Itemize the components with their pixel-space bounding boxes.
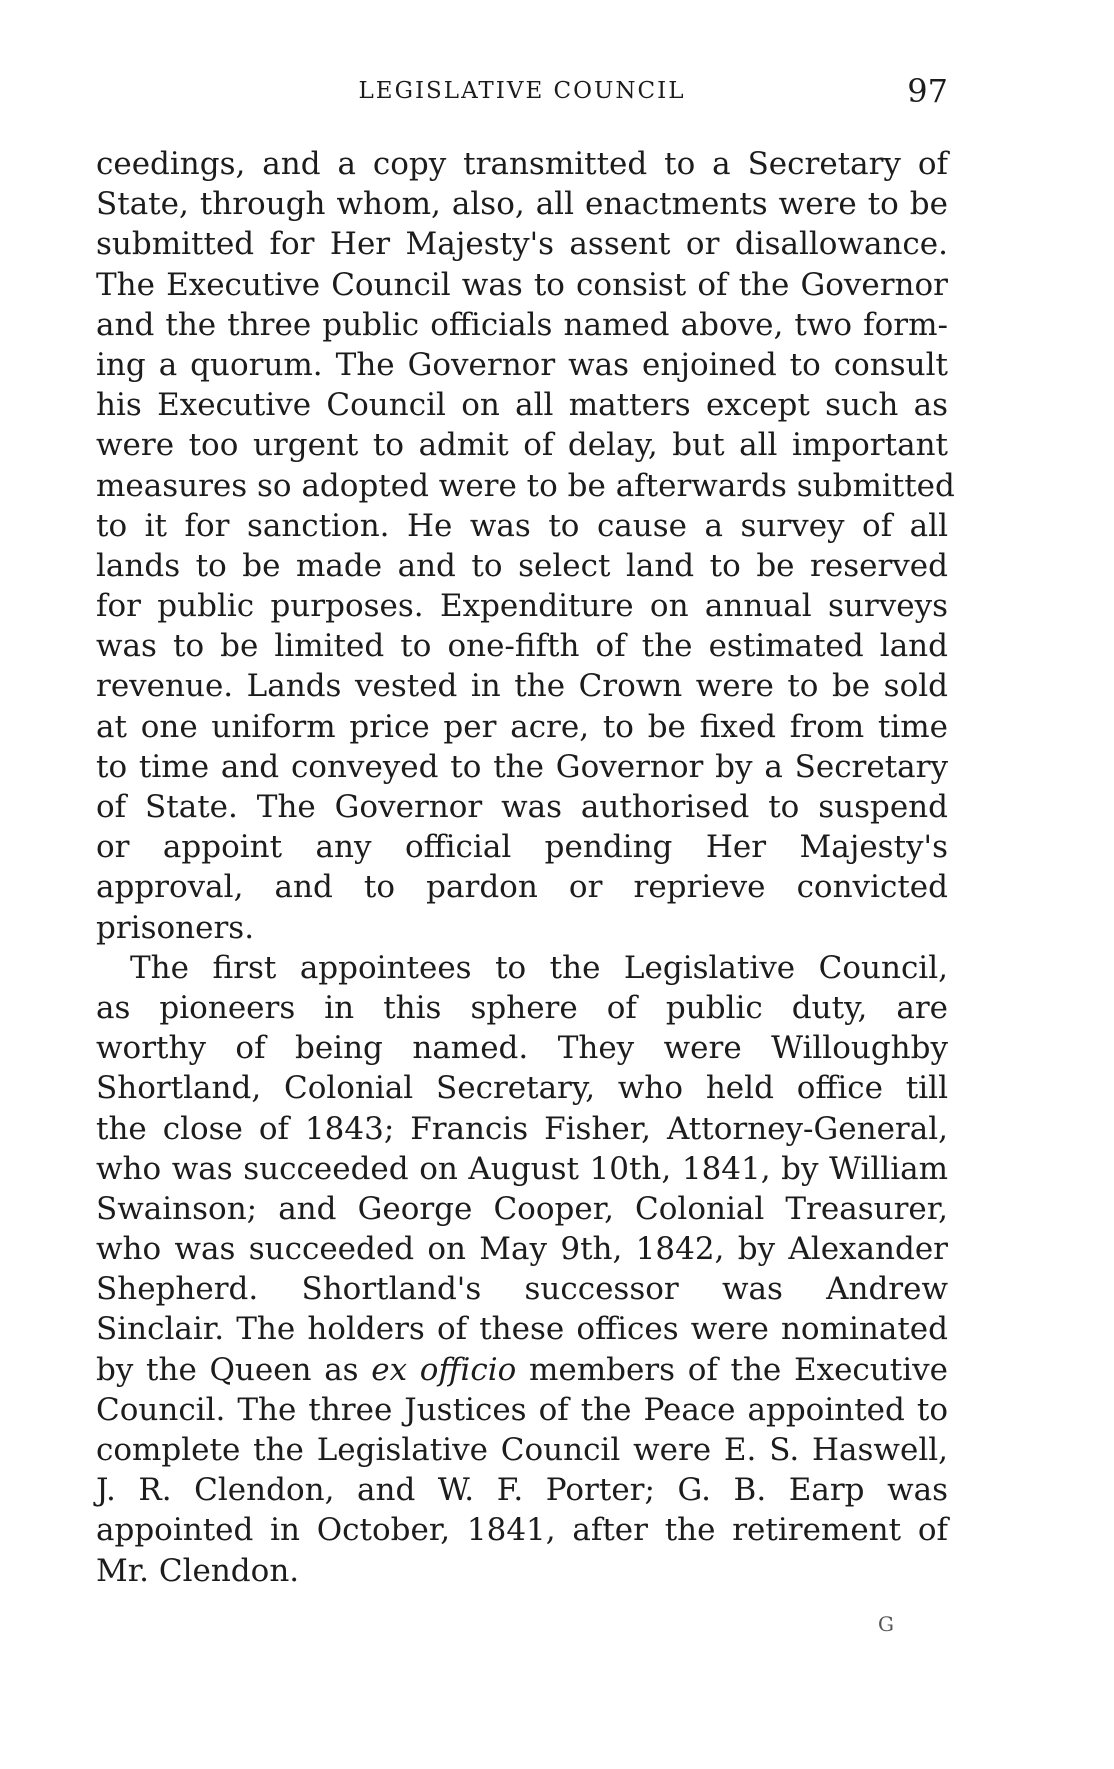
text-line: to it for sanction. He was to cause a survey of all (96, 507, 948, 544)
text-line: for public purposes. Expenditure on annual surveys (96, 588, 948, 625)
text-line: who was succeeded on August 10th, 1841, by William (96, 1150, 948, 1187)
text-line: at one uniform price per acre, to be fixed from time (96, 708, 948, 745)
text-line: The first appointees to the Legislative Council, (130, 949, 948, 986)
text-line: the close of 1843; Francis Fisher, Attorney-General, (96, 1110, 948, 1147)
text-line: worthy of being named. They were Willoughby (96, 1030, 948, 1067)
text-line: The Executive Council was to consist of the Governor (96, 266, 948, 303)
text-line: as pioneers in this sphere of public duty, are (96, 989, 948, 1026)
text-line: appointed in October, 1841, after the retirement of (96, 1512, 948, 1549)
page-number: 97 (907, 72, 948, 110)
paragraph-2 (96, 948, 948, 1591)
text-line: measures so adopted were to be afterwards submitted (96, 467, 955, 504)
text-line: lands to be made and to select land to be reserved (96, 547, 948, 584)
text-line-with-italic (96, 1350, 948, 1390)
italic-phrase: ex officio (371, 1351, 517, 1388)
text-line: submitted for Her Majesty's assent or disallowance. (96, 226, 948, 263)
text-line: ing a quorum. The Governor was enjoined to consult (96, 346, 948, 383)
text-line: Swainson; and George Cooper, Colonial Treasurer, (96, 1190, 948, 1227)
text-line: Shortland, Colonial Secretary, who held office till (96, 1070, 948, 1107)
text-line: Mr. Clendon. (96, 1552, 300, 1589)
text-line: ceedings, and a copy transmitted to a Secretary of (96, 146, 948, 182)
text-line: and the three public officials named above, two form- (96, 306, 948, 343)
text-line: or appoint any official pending Her Majesty's (96, 829, 948, 866)
text-line: approval, and to pardon or reprieve convicted (96, 869, 948, 906)
text-line: were too urgent to admit of delay, but all important (96, 427, 948, 464)
text-line: Sinclair. The holders of these offices were nominated (96, 1311, 948, 1348)
text-line: was to be limited to one-fifth of the estimated land (96, 628, 948, 665)
text-line: revenue. Lands vested in the Crown were to be sold (96, 668, 948, 705)
text-segment: members of the Executive (516, 1351, 948, 1388)
text-line: Shepherd. Shortland's successor was Andrew (96, 1271, 948, 1308)
running-head (96, 72, 948, 112)
text-line: Council. The three Justices of the Peace appointed to (96, 1391, 948, 1428)
running-title: LEGISLATIVE COUNCIL (358, 78, 686, 104)
text-line: State, through whom, also, all enactments were to be (96, 186, 948, 223)
text-line: who was succeeded on May 9th, 1842, by Alexander (96, 1231, 948, 1268)
text-line: his Executive Council on all matters except such as (96, 387, 948, 424)
text-line: of State. The Governor was authorised to suspend (96, 789, 948, 825)
signature-mark: G (878, 1612, 894, 1636)
text-line: to time and conveyed to the Governor by a Secretary (96, 748, 948, 785)
text-line: prisoners. (96, 909, 255, 946)
body-text (96, 144, 955, 1591)
text-line: J. R. Clendon, and W. F. Porter; G. B. Earp was (96, 1472, 948, 1509)
paragraph-1 (96, 144, 955, 948)
text-line: complete the Legislative Council were E. S. Haswell, (96, 1432, 948, 1468)
text-segment: by the Queen as (96, 1351, 372, 1388)
